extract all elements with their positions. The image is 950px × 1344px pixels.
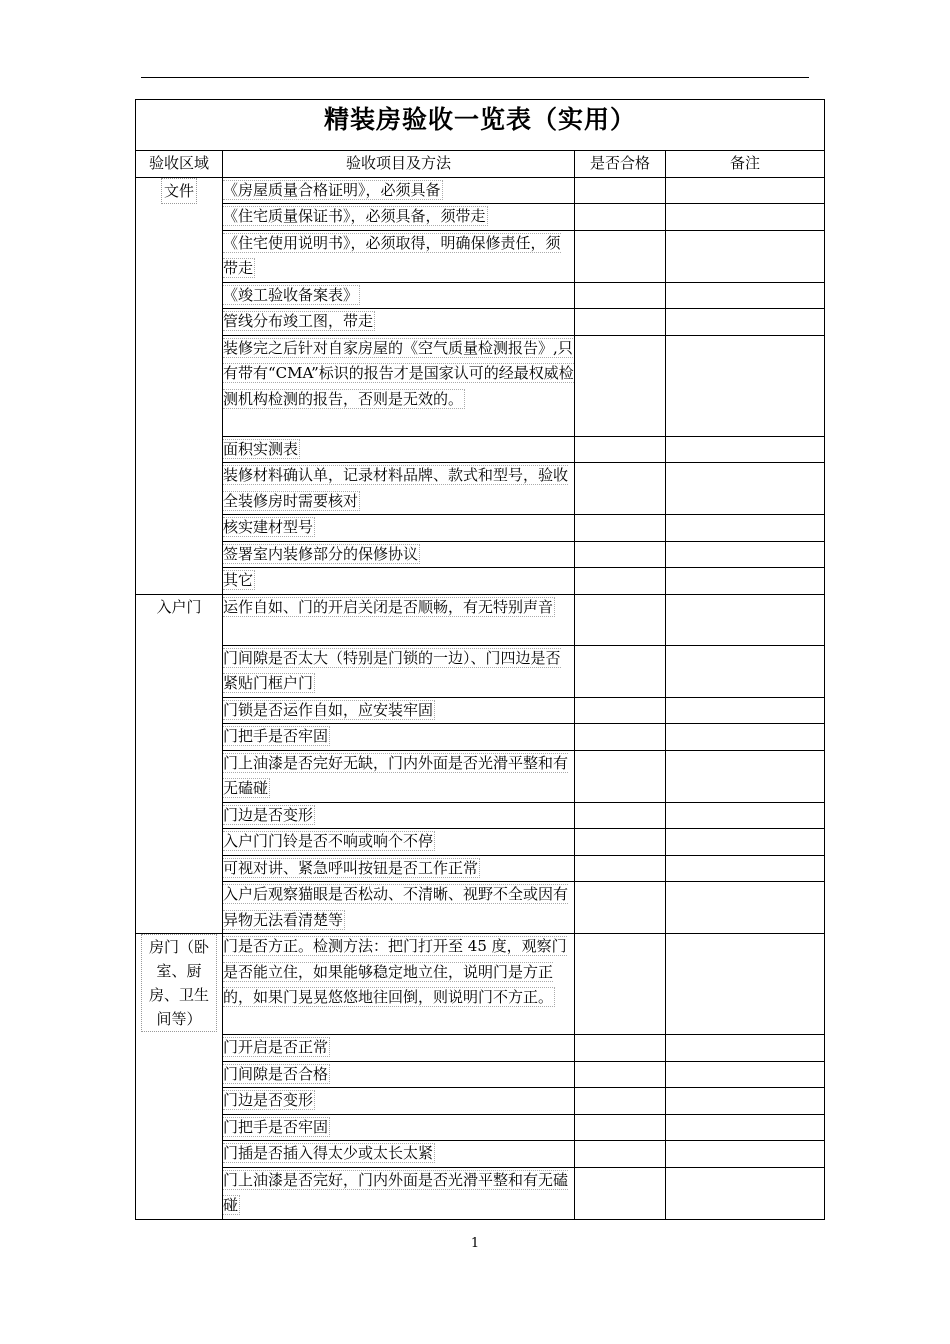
item-cell xyxy=(223,1035,575,1062)
table-row xyxy=(136,204,825,231)
remarks-cell[interactable] xyxy=(666,750,825,802)
item-cell xyxy=(223,309,575,336)
item-cell xyxy=(223,436,575,463)
area-cell xyxy=(136,177,223,594)
table-row xyxy=(136,230,825,282)
area-label: 文件 xyxy=(161,178,197,204)
table-row xyxy=(136,436,825,463)
pass-cell[interactable] xyxy=(575,568,666,595)
remarks-cell[interactable] xyxy=(666,802,825,829)
pass-cell[interactable] xyxy=(575,1141,666,1168)
item-cell xyxy=(223,934,575,1035)
remarks-cell[interactable] xyxy=(666,934,825,1035)
remarks-cell[interactable] xyxy=(666,1035,825,1062)
table-row xyxy=(136,177,825,204)
remarks-cell[interactable] xyxy=(666,882,825,934)
table-row xyxy=(136,309,825,336)
remarks-cell[interactable] xyxy=(666,568,825,595)
item-cell xyxy=(223,541,575,568)
item-text: 运作自如、门的开启关闭是否顺畅，有无特别声音 xyxy=(223,597,554,616)
remarks-cell[interactable] xyxy=(666,177,825,204)
pass-cell[interactable] xyxy=(575,594,666,645)
pass-cell[interactable] xyxy=(575,855,666,882)
item-text: 《竣工验收备案表》 xyxy=(223,285,359,304)
remarks-cell[interactable] xyxy=(666,282,825,309)
table-row xyxy=(136,515,825,542)
pass-cell[interactable] xyxy=(575,309,666,336)
table-row xyxy=(136,934,825,1035)
pass-cell[interactable] xyxy=(575,645,666,697)
item-text: 门上油漆是否完好无缺，门内外面是否光滑平整和有无磕碰 xyxy=(223,753,569,797)
remarks-cell[interactable] xyxy=(666,230,825,282)
item-text: 门插是否插入得太少或太长太紧 xyxy=(223,1144,434,1162)
remarks-cell[interactable] xyxy=(666,463,825,515)
header-area: 验收区域 xyxy=(136,151,223,178)
item-cell xyxy=(223,697,575,724)
remarks-cell[interactable] xyxy=(666,594,825,645)
pass-cell[interactable] xyxy=(575,282,666,309)
page-title: 精装房验收一览表（实用） xyxy=(324,105,637,134)
remarks-cell[interactable] xyxy=(666,204,825,231)
area-label: 房门（卧室、厨房、卫生间等） xyxy=(141,934,217,1032)
table-row xyxy=(136,594,825,645)
table-row xyxy=(136,1141,825,1168)
table-title-cell xyxy=(136,100,825,151)
remarks-cell[interactable] xyxy=(666,829,825,856)
pass-cell[interactable] xyxy=(575,697,666,724)
item-cell xyxy=(223,802,575,829)
remarks-cell[interactable] xyxy=(666,697,825,724)
pass-cell[interactable] xyxy=(575,829,666,856)
pass-cell[interactable] xyxy=(575,750,666,802)
item-cell xyxy=(223,282,575,309)
remarks-cell[interactable] xyxy=(666,724,825,751)
item-text: 门边是否变形 xyxy=(223,1091,314,1109)
pass-cell[interactable] xyxy=(575,724,666,751)
table-row xyxy=(136,802,825,829)
item-text: 其它 xyxy=(223,571,254,589)
remarks-cell[interactable] xyxy=(666,1141,825,1168)
table-row xyxy=(136,882,825,934)
item-text: 门间隙是否太大（特别是门锁的一边）、门四边是否紧贴门框户门 xyxy=(223,648,561,692)
pass-cell[interactable] xyxy=(575,230,666,282)
area-label: 入户门 xyxy=(156,597,202,616)
item-cell xyxy=(223,515,575,542)
table-row xyxy=(136,750,825,802)
item-text: 门间隙是否合格 xyxy=(223,1064,329,1083)
item-text: 签署室内装修部分的保修协议 xyxy=(223,544,419,563)
item-cell xyxy=(223,177,575,204)
item-cell xyxy=(223,594,575,645)
pass-cell[interactable] xyxy=(575,1167,666,1219)
item-cell xyxy=(223,645,575,697)
header-pass: 是否合格 xyxy=(575,151,666,178)
table-row xyxy=(136,463,825,515)
item-text: 《住宅使用说明书》，必须取得，明确保修责任，须带走 xyxy=(223,233,561,277)
pass-cell[interactable] xyxy=(575,1088,666,1115)
pass-cell[interactable] xyxy=(575,515,666,542)
item-text: 《住宅质量保证书》，必须具备，须带走 xyxy=(223,207,486,225)
item-cell xyxy=(223,1061,575,1088)
pass-cell[interactable] xyxy=(575,1061,666,1088)
remarks-cell[interactable] xyxy=(666,645,825,697)
remarks-cell[interactable] xyxy=(666,1088,825,1115)
item-text: 装修材料确认单，记录材料品牌、款式和型号，验收全装修房时需要核对 xyxy=(223,466,569,510)
header-items: 验收项目及方法 xyxy=(223,151,575,178)
remarks-cell[interactable] xyxy=(666,541,825,568)
item-cell xyxy=(223,855,575,882)
item-text: 门是否方正。检测方法：把门打开至 45 度，观察门是否能立住，如果能够稳定地立住，说明门是方正的，如果门晃晃悠悠地往回倒，则说明门不方正。 xyxy=(223,937,567,1006)
header-rule xyxy=(141,77,809,78)
area-cell xyxy=(136,934,223,1220)
remarks-cell[interactable] xyxy=(666,335,825,436)
item-text: 入户门门铃是否不响或响个不停 xyxy=(223,832,434,850)
item-cell xyxy=(223,1088,575,1115)
item-text: 入户后观察猫眼是否松动、不清晰、视野不全或因有异物无法看清楚等 xyxy=(223,885,569,929)
item-cell xyxy=(223,1167,575,1219)
item-text: 《房屋质量合格证明》，必须具备 xyxy=(223,180,441,199)
table-row xyxy=(136,1088,825,1115)
pass-cell[interactable] xyxy=(575,463,666,515)
table-row xyxy=(136,1061,825,1088)
table-row xyxy=(136,724,825,751)
table-row xyxy=(136,335,825,436)
pass-cell[interactable] xyxy=(575,934,666,1035)
pass-cell[interactable] xyxy=(575,541,666,568)
item-cell xyxy=(223,882,575,934)
item-cell xyxy=(223,1114,575,1141)
item-text: 门把手是否牢固 xyxy=(223,1117,329,1136)
remarks-cell[interactable] xyxy=(666,309,825,336)
remarks-cell[interactable] xyxy=(666,436,825,463)
pass-cell[interactable] xyxy=(575,335,666,436)
table-row xyxy=(136,1035,825,1062)
item-text: 管线分布竣工图，带走 xyxy=(223,312,374,330)
pass-cell[interactable] xyxy=(575,436,666,463)
page-number: 1 xyxy=(470,1236,480,1251)
remarks-cell[interactable] xyxy=(666,515,825,542)
pass-cell[interactable] xyxy=(575,177,666,204)
pass-cell[interactable] xyxy=(575,1035,666,1062)
header-row xyxy=(136,151,825,178)
table-row xyxy=(136,1114,825,1141)
item-cell xyxy=(223,335,575,436)
item-cell xyxy=(223,204,575,231)
table-row xyxy=(136,645,825,697)
item-cell xyxy=(223,829,575,856)
item-cell xyxy=(223,568,575,595)
table-row xyxy=(136,697,825,724)
pass-cell[interactable] xyxy=(575,802,666,829)
table-row xyxy=(136,541,825,568)
item-cell xyxy=(223,724,575,751)
header-remarks: 备注 xyxy=(666,151,825,178)
item-cell xyxy=(223,463,575,515)
item-text: 装修完之后针对自家房屋的《空气质量检测报告》,只有带有“CMA”标识的报告才是国家认可的经最权威检测机构检测的报告，否则是无效的。 xyxy=(223,338,574,408)
item-text: 可视对讲、紧急呼叫按钮是否工作正常 xyxy=(223,858,479,877)
remarks-cell[interactable] xyxy=(666,855,825,882)
item-text: 核实建材型号 xyxy=(223,518,314,536)
pass-cell[interactable] xyxy=(575,1114,666,1141)
remarks-cell[interactable] xyxy=(666,1114,825,1141)
item-text: 面积实测表 xyxy=(223,439,299,458)
remarks-cell[interactable] xyxy=(666,1061,825,1088)
item-cell xyxy=(223,1141,575,1168)
remarks-cell[interactable] xyxy=(666,1167,825,1219)
item-text: 门把手是否牢固 xyxy=(223,727,329,745)
table-row xyxy=(136,829,825,856)
table-row xyxy=(136,282,825,309)
area-cell xyxy=(136,594,223,934)
item-cell xyxy=(223,750,575,802)
acceptance-table xyxy=(135,99,825,1220)
item-text: 门开启是否正常 xyxy=(223,1038,329,1056)
pass-cell[interactable] xyxy=(575,882,666,934)
pass-cell[interactable] xyxy=(575,204,666,231)
table-row xyxy=(136,568,825,595)
item-text: 门上油漆是否完好，门内外面是否光滑平整和有无磕碰 xyxy=(223,1170,569,1214)
table-row xyxy=(136,1167,825,1219)
item-text: 门边是否变形 xyxy=(223,805,314,824)
item-text: 门锁是否运作自如，应安装牢固 xyxy=(223,700,434,719)
item-cell xyxy=(223,230,575,282)
table-row xyxy=(136,855,825,882)
